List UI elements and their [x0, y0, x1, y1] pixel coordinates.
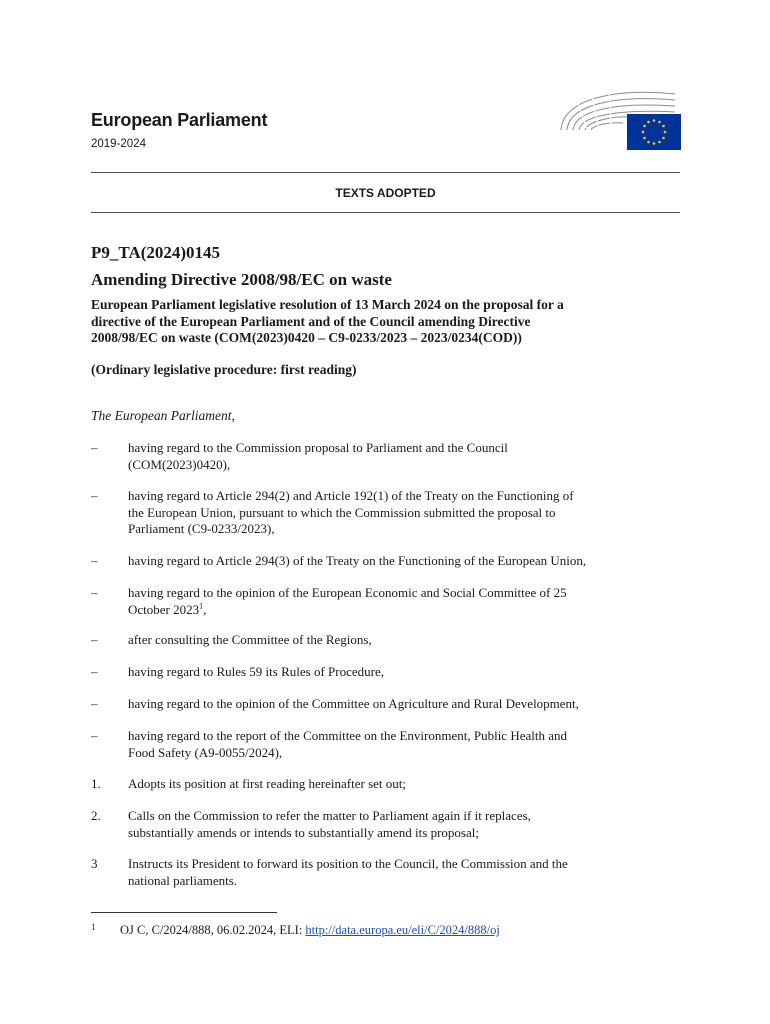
dash-marker: – — [91, 488, 98, 503]
citation-line: Food Safety (A9-0055/2024), — [128, 744, 283, 760]
resolution-line: substantially amends or intends to substantially amend its proposal; — [128, 824, 479, 840]
dash-marker: – — [91, 696, 98, 711]
citation-line: the European Union, pursuant to which the Commission submitted the proposal to — [128, 504, 556, 520]
footnote-text: OJ C, C/2024/888, 06.02.2024, ELI: — [120, 923, 306, 937]
footnote-ref[interactable]: 1 — [199, 601, 204, 611]
citation-line: having regard to Article 294(2) and Article 192(1) of the Treaty on the Functioning of — [128, 488, 574, 503]
resolution-line: Instructs its President to forward its position to the Council, the Commission and the — [128, 856, 568, 871]
citation-line: having regard to Article 294(3) of the Treaty on the Functioning of the European Union, — [128, 553, 587, 568]
parliamentary-term: 2019-2024 — [91, 138, 146, 150]
section-label: TEXTS ADOPTED — [335, 186, 436, 200]
organization-name: European Parliament — [91, 110, 268, 130]
subtitle-line: European Parliament legislative resolution of 13 March 2024 on the proposal for a — [91, 297, 564, 312]
dash-marker: – — [91, 632, 98, 647]
document-title: Amending Directive 2008/98/EC on waste — [91, 270, 392, 289]
citation-text: October 2023 — [128, 601, 200, 617]
resolution-line: Calls on the Commission to refer the matter to Parliament again if it replaces, — [128, 808, 531, 823]
citation-line: having regard to the opinion of the European Economic and Social Committee of 25 — [128, 585, 567, 600]
citation-line: after consulting the Committee of the Regions, — [128, 632, 372, 647]
citation-text: , — [203, 601, 207, 617]
document-reference: P9_TA(2024)0145 — [91, 243, 221, 262]
dash-marker: – — [91, 585, 98, 600]
item-number: 2. — [91, 808, 101, 823]
footnote-separator — [91, 912, 277, 913]
header-rule-bottom — [91, 212, 680, 213]
resolution-line: Adopts its position at first reading hereinafter set out; — [128, 776, 406, 791]
citation-line: having regard to the report of the Committee on the Environment, Public Health and — [128, 728, 567, 743]
subtitle-line: 2008/98/EC on waste (COM(2023)0420 – C9-0233/2023 – 2023/0234(COD)) — [91, 330, 522, 345]
citation-line: having regard to the opinion of the Committee on Agriculture and Rural Development, — [128, 696, 579, 711]
intro-phrase: The European Parliament, — [91, 408, 235, 423]
european-parliament-logo-icon — [557, 84, 681, 150]
dash-marker: – — [91, 728, 98, 743]
footnote-number: 1 — [91, 922, 96, 932]
citation-line: having regard to the Commission proposal to Parliament and the Council — [128, 440, 508, 455]
dash-marker: – — [91, 440, 98, 455]
header-rule-top — [91, 172, 680, 173]
item-number: 3 — [91, 856, 98, 871]
dash-marker: – — [91, 664, 98, 679]
subtitle-line: directive of the European Parliament and of the Council amending Directive — [91, 313, 531, 329]
dash-marker: – — [91, 553, 98, 568]
procedure-note: (Ordinary legislative procedure: first reading) — [91, 362, 357, 377]
citation-line: having regard to Rules 59 its Rules of Procedure, — [128, 664, 384, 679]
resolution-line: national parliaments. — [128, 872, 238, 888]
footnote-link[interactable]: http://data.europa.eu/eli/C/2024/888/oj — [305, 923, 500, 937]
citation-line: (COM(2023)0420), — [128, 456, 231, 472]
citation-line — [128, 602, 681, 619]
document-header — [91, 108, 681, 168]
resolution-subtitle — [91, 297, 681, 347]
citation-line: Parliament (C9-0233/2023), — [128, 521, 275, 536]
item-number: 1. — [91, 776, 101, 791]
